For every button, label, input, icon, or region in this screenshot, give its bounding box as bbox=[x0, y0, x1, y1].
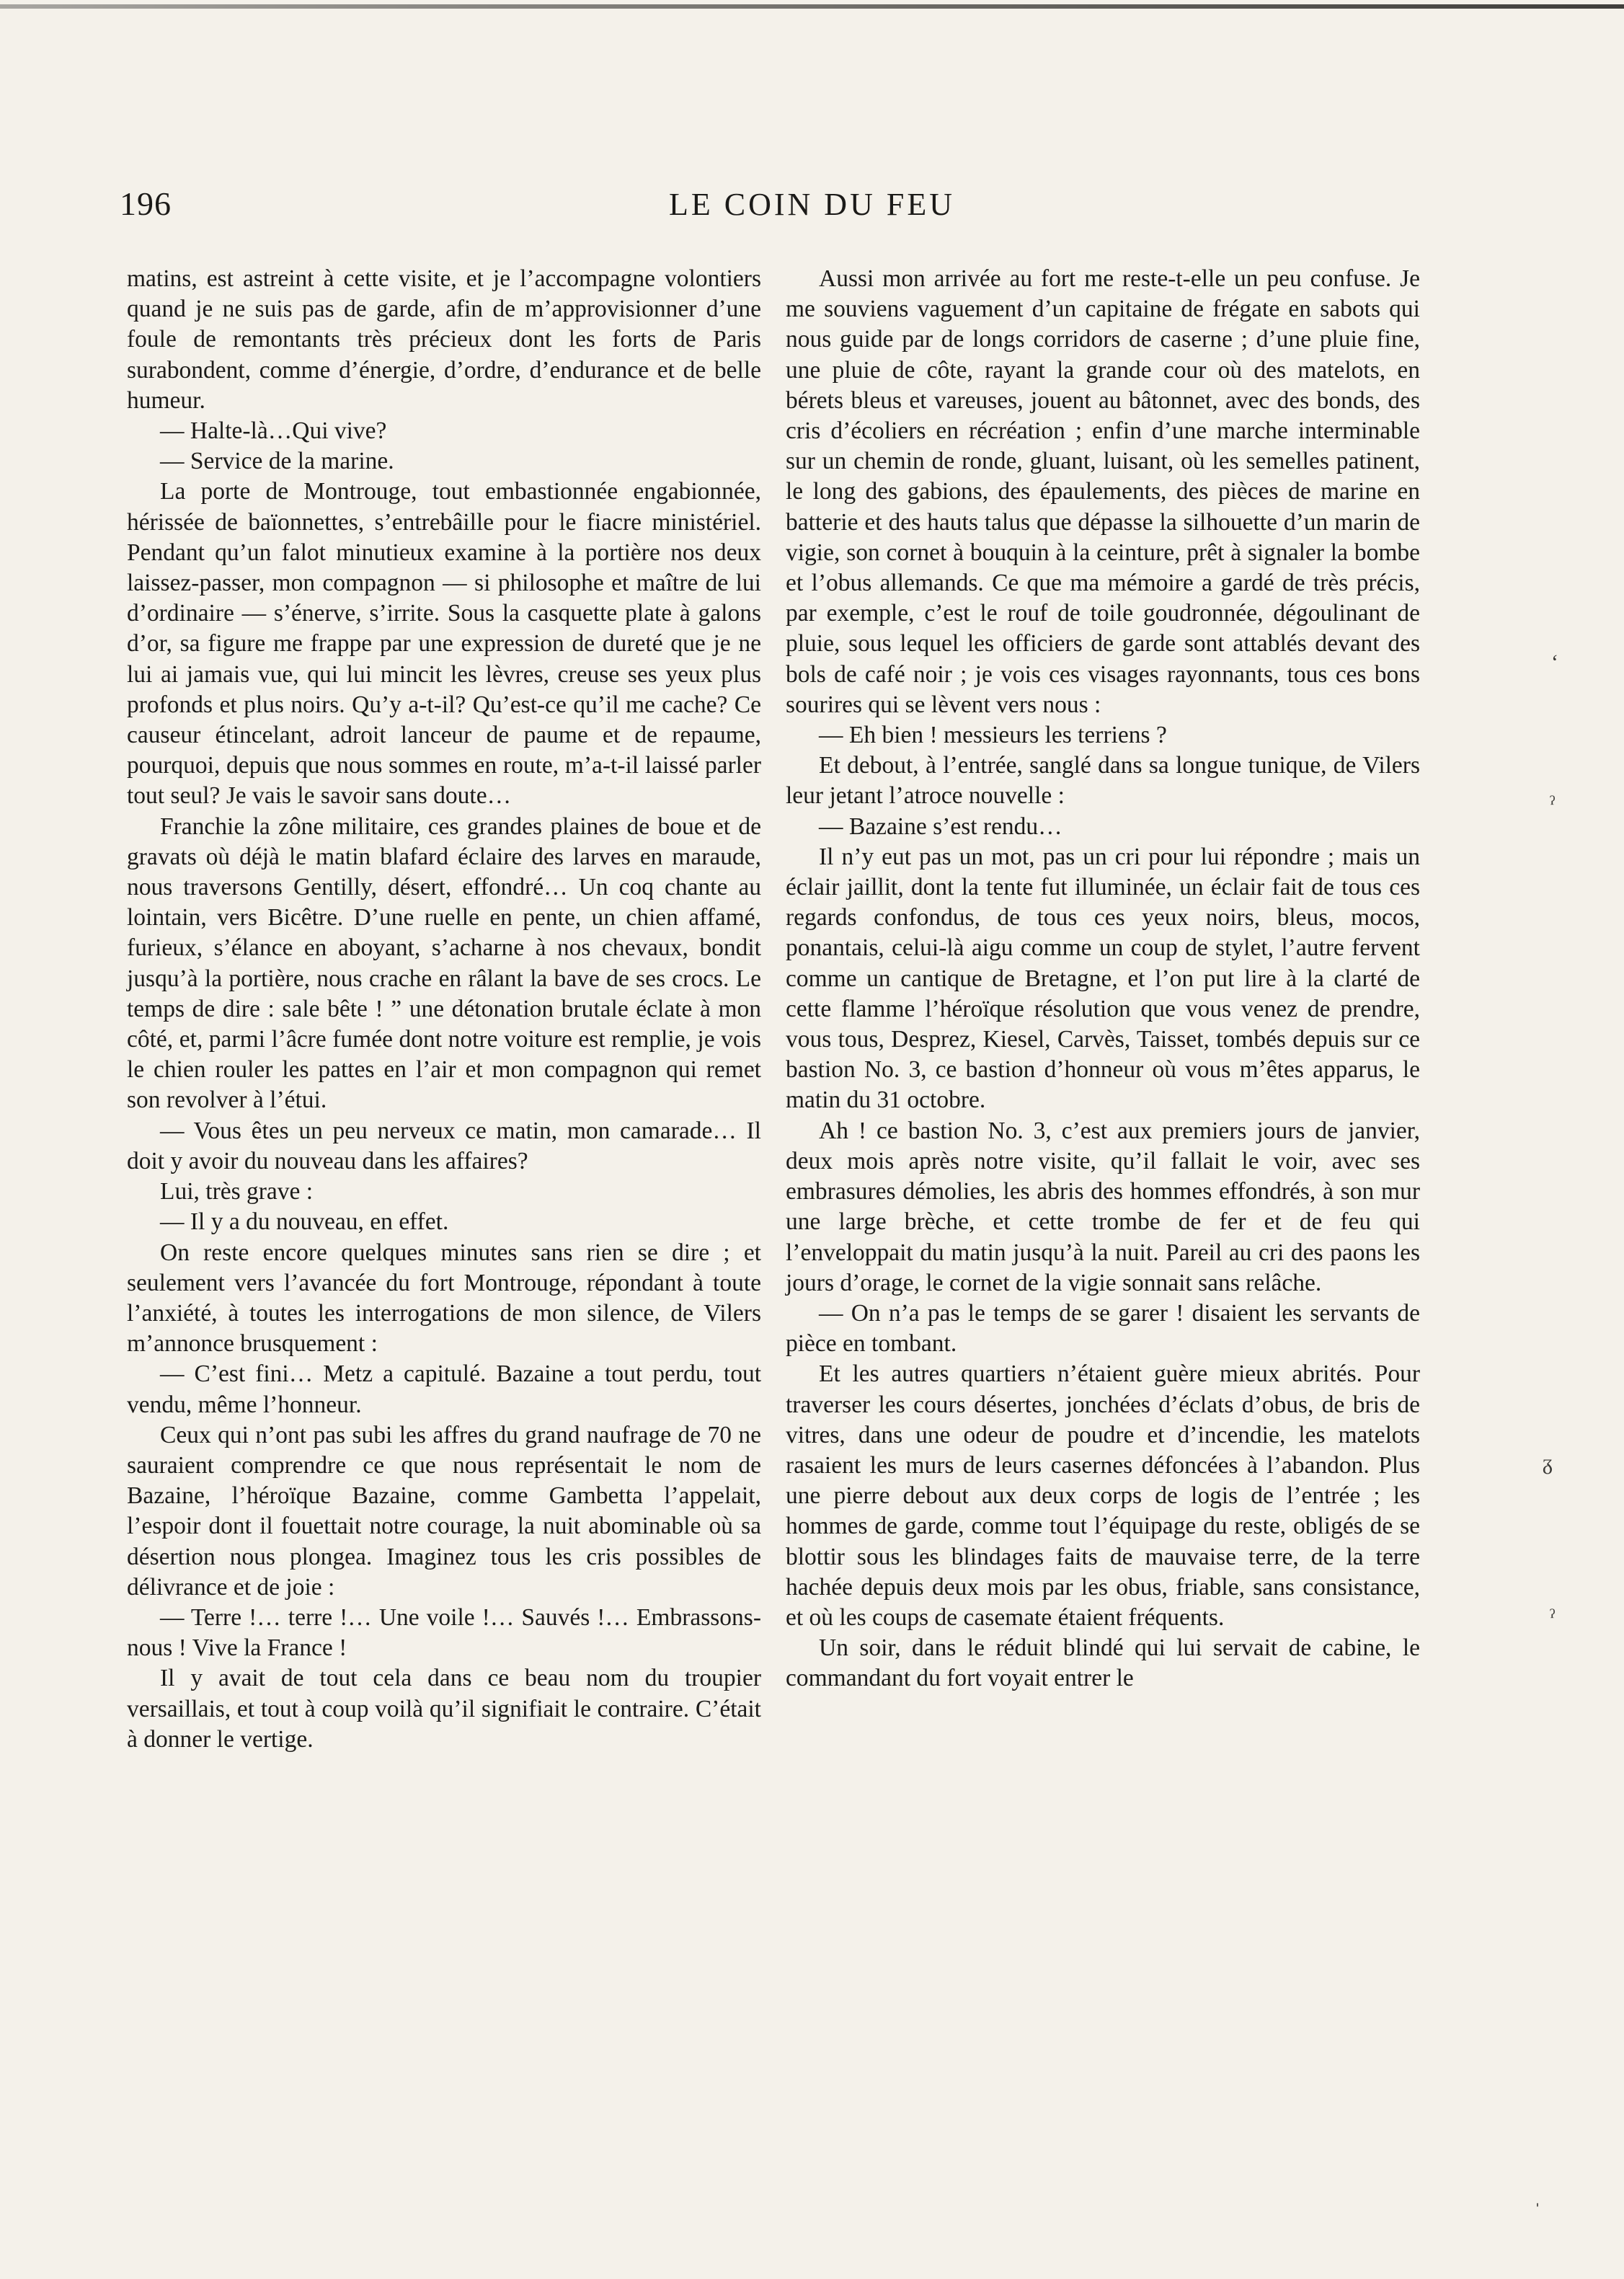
paragraph: Franchie la zône militaire, ces grandes plaines de boue et de gravats où déjà le matin blafard éclaire des larves en maraude, nous traversons Gentilly, désert, effondré… Un coq chante au lointain, vers Bicêtre. D’une ruelle en pente, un chien affamé, furieux, s’élance en aboyant, s’acharne à nos chevaux, bondit jusqu’à la portière, nous crache en râlant la bave de ses crocs. Le temps de dire : sale bête ! ” une détonation brutale éclate à mon côté, et, parmi l’âcre fumée dont notre voiture est remplie, je vois le chien rouler les pattes en l’air et mon compagnon qui remet son revolver à l’étui. bbox=[127, 813, 761, 1114]
paragraph: Il y avait de tout cela dans ce beau nom du troupier versaillais, et tout à coup voilà qu’il signifiait le contraire. C’était à donner le vertige. bbox=[127, 1665, 761, 1753]
running-title: LE COIN DU FEU bbox=[669, 187, 955, 222]
top-border-rule bbox=[0, 4, 1624, 9]
margin-speck: ˌ bbox=[1534, 2183, 1541, 2207]
paragraph: — Il y a du nouveau, en effet. bbox=[160, 1208, 449, 1236]
paragraph: — Halte-là…Qui vive? bbox=[160, 417, 387, 445]
paragraph: matins, est astreint à cette visite, et je l’accompagne volontiers quand je ne suis pas de garde, afin de m’approvisionner d’une foule de remontants très précieux dont les forts de Paris surabondent, comme d’énergie, d’ordre, d’endurance et de belle humeur. bbox=[127, 265, 761, 414]
paragraph: On reste encore quelques minutes sans rien se dire ; et seulement vers l’avancée du fort Montrouge, répondant à toute l’anxiété, à toutes les interrogations de mon silence, de Vilers m’annonce brusquement : bbox=[127, 1239, 761, 1358]
paragraph: Aussi mon arrivée au fort me reste-t-elle un peu confuse. Je me souviens vaguement d’un capitaine de frégate en sabots qui nous guide par de longs corridors de caserne ; d’une pluie fine, une pluie de côte, rayant la grande cour où des matelots, en bérets bleus et vareuses, jouent au bâtonnet, avec des bonds, des cris d’écoliers en récréation ; enfin d’une marche interminable sur un chemin de ronde, gluant, luisant, où les semelles patinent, le long des gabions, des épaulements, des pièces de marine en batterie et des hauts talus que dépasse la silhouette d’un marin de vigie, son cornet à bouquin à la ceinture, prêt à signaler la bombe et l’obus allemands. Ce que ma mémoire a gardé de très précis, par exemple, c’est le rouf de toile goudronnée, dégoulinant de pluie, sous lequel les officiers de garde sont attablés devant des bols de café noir ; je vois ces visages rayonnants, tous ces bons sourires qui se lèvent vers nous : bbox=[786, 265, 1420, 718]
right-text-column bbox=[786, 264, 1420, 1694]
page-number: 196 bbox=[120, 185, 172, 222]
paragraph: Ah ! ce bastion No. 3, c’est aux premiers jours de janvier, deux mois après notre visite, qu’il fallait le voir, avec ses embrasures démolies, les abris des hommes effondrés, à son mur une large brèche, et cette trombe de fer et de feu qui l’enveloppait du matin jusqu’à la nuit. Pareil au cri des paons les jours d’orage, le cornet de la vigie sonnait sans relâche. bbox=[786, 1117, 1420, 1296]
paragraph: — On n’a pas le temps de se garer ! disaient les servants de pièce en tombant. bbox=[786, 1299, 1420, 1358]
paragraph: — Service de la marine. bbox=[160, 448, 394, 475]
paragraph: Ceux qui n’ont pas subi les affres du grand naufrage de 70 ne sauraient comprendre ce que nous représentait le nom de Bazaine, l’héroïque Bazaine, comme Gambetta l’appelait, l’espoir dont il fouettait notre courage, la nuit abominable où sa désertion nous plongea. Imaginez tous les cris possibles de délivrance et de joie : bbox=[127, 1421, 761, 1601]
paragraph: — Eh bien ! messieurs les terriens ? bbox=[819, 722, 1167, 749]
paragraph: — C’est fini… Metz a capitulé. Bazaine a tout perdu, tout vendu, même l’honneur. bbox=[127, 1360, 761, 1418]
paragraph: — Bazaine s’est rendu… bbox=[819, 813, 1062, 840]
paragraph: Et debout, à l’entrée, sanglé dans sa longue tunique, de Vilers leur jetant l’atroce nouvelle : bbox=[786, 752, 1420, 810]
paragraph: Lui, très grave : bbox=[160, 1178, 314, 1205]
paragraph: Il n’y eut pas un mot, pas un cri pour lui répondre ; mais un éclair jaillit, dont la tente fut illuminée, un éclair fait de tous ces regards confondus, de tous ces yeux noirs, bleus, mocos, ponantais, celui-là aigu comme un coup de stylet, l’autre fervent comme un cantique de Bretagne, et l’on put lire à la clarté de cette flamme l’héroïque résolution que vous venez de prendre, vous tous, Desprez, Kiesel, Carvès, Taisset, tombés depuis sur ce bastion No. 3, ce bastion d’honneur où vous m’êtes apparus, le matin du 31 octobre. bbox=[786, 843, 1420, 1114]
margin-speck: ʻ bbox=[1551, 650, 1558, 674]
left-text-column bbox=[127, 264, 761, 1755]
paragraph: — Vous êtes un peu nerveux ce matin, mon camarade… Il doit y avoir du nouveau dans les affaires? bbox=[127, 1117, 761, 1174]
paragraph: Et les autres quartiers n’étaient guère mieux abrités. Pour traverser les cours désertes, jonchées d’éclats d’obus, de bris de vitres, dans une odeur de poudre et d’incendie, les matelots rasaient les murs de leurs casernes défoncées à l’abandon. Plus une pierre debout aux deux corps de logis de l’entrée ; les hommes de garde, comme tout l’équipage du reste, obligés de se blottir sous les blindages faits de mauvaise terre, de la terre hachée depuis deux mois par les obus, friable, sans consistance, et où les coups de casemate étaient fréquents. bbox=[786, 1360, 1420, 1631]
paragraph: Un soir, dans le réduit blindé qui lui servait de cabine, le commandant du fort voyait entrer le bbox=[786, 1634, 1420, 1692]
margin-speck: ˀ bbox=[1550, 1605, 1556, 1629]
paragraph: La porte de Montrouge, tout embastionnée engabionnée, hérissée de baïonnettes, s’entrebâille pour le fiacre ministériel. Pendant qu’un falot minutieux examine à la portière nos deux laissez-passer, mon compagnon — si philosophe et maître de lui d’ordinaire — s’énerve, s’irrite. Sous la casquette plate à galons d’or, sa figure me frappe par une expression de dureté que je ne lui ai jamais vue, qui lui mincit les lèvres, creuse ses yeux plus profonds et plus noirs. Qu’y a-t-il? Qu’est-ce qu’il me cache? Ce causeur étincelant, adroit lanceur de paume et de repaume, pourquoi, depuis que nous sommes en route, m’a-t-il laissé parler tout seul? Je vais le savoir sans doute… bbox=[127, 478, 761, 810]
paragraph: — Terre !… terre !… Une voile !… Sauvés !… Embrassons-nous ! Vive la France ! bbox=[127, 1603, 761, 1662]
margin-speck: ᵹ bbox=[1543, 1451, 1553, 1474]
margin-speck: ˀ bbox=[1550, 792, 1556, 815]
